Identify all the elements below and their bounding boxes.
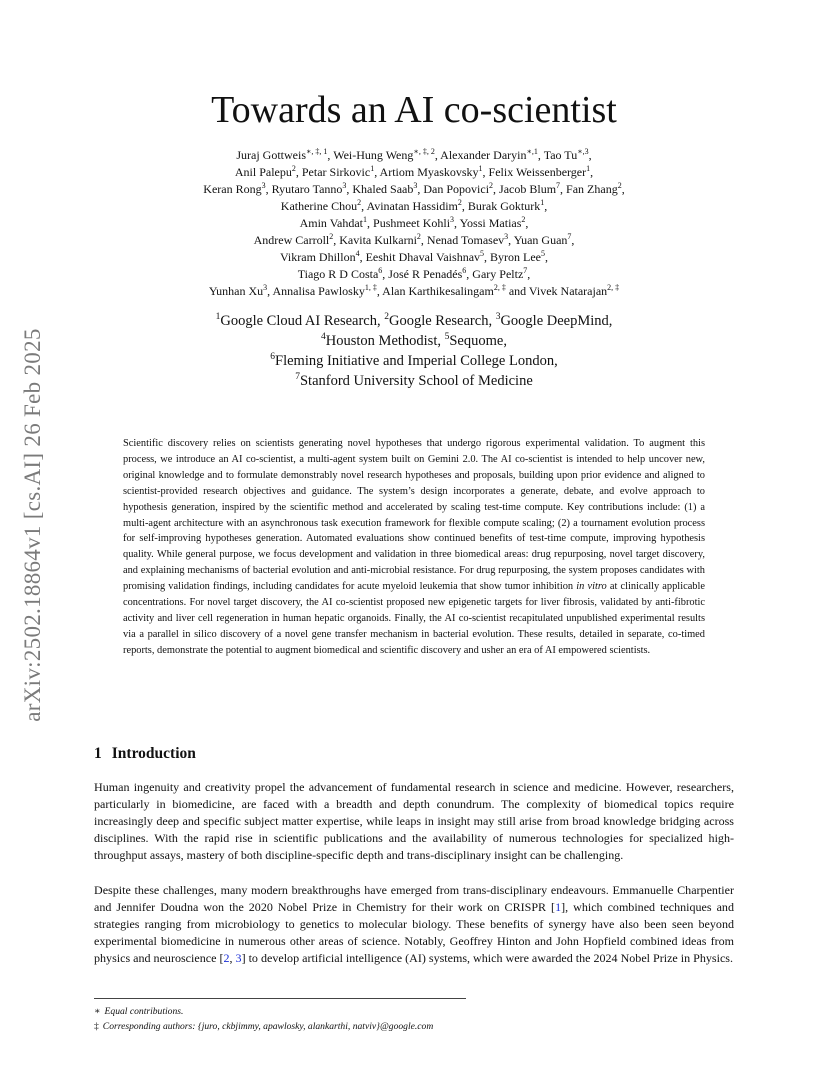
author-name: Fan Zhang (566, 182, 618, 196)
author-name: Vivek Natarajan (528, 284, 608, 298)
author-name: Dan Popovici (423, 182, 490, 196)
author-name: Khaled Saab (352, 182, 414, 196)
author-line (100, 232, 728, 249)
author-name: Anil Palepu (234, 165, 292, 179)
citation-link-3[interactable]: 3 (235, 950, 242, 965)
affiliation-name: Sequome, (449, 333, 507, 349)
footnote-text: Corresponding authors: {juro, ckbjimmy, apawlosky, alankarthi, natviv}@google.com (102, 1021, 434, 1032)
citation-separator: , (229, 950, 236, 965)
affiliation-line (100, 351, 728, 371)
affiliation-name: Stanford University School of Medicine (299, 373, 533, 389)
citation-link-2[interactable]: 2 (223, 950, 230, 965)
author-line (100, 266, 728, 283)
author-affiliation-marker: 1 (363, 215, 368, 224)
author-affiliation-marker: 2 (489, 181, 494, 190)
affiliation-name: Google Cloud AI Research, (220, 313, 385, 329)
affiliation-line (100, 371, 728, 391)
author-separator: , (374, 165, 380, 179)
footnote-mark: ∗ (94, 1006, 101, 1017)
author-affiliation-marker: 3 (342, 181, 347, 190)
author-name: Katherine Chou (280, 199, 358, 213)
author-separator: , (466, 267, 473, 281)
author-separator: , (588, 148, 592, 162)
author-separator: , (560, 182, 567, 196)
affiliation-number: 1 (215, 312, 221, 323)
affiliation-number: 4 (321, 332, 326, 343)
author-name: Felix Weissenberger (488, 165, 587, 179)
author-name: Annalisa Pawlosky (272, 284, 365, 298)
affiliation-line (100, 331, 728, 351)
author-separator: , (367, 216, 374, 230)
author-name: Amin Vahdat (299, 216, 364, 230)
author-name: Eeshit Dhaval Vaishnav (365, 250, 481, 264)
author-affiliation-marker: 3 (450, 215, 455, 224)
author-affiliation-marker: 7 (523, 266, 528, 275)
author-name: Juraj Gottweis (236, 148, 306, 162)
author-separator: , (376, 284, 383, 298)
author-affiliation-marker: ∗,1 (526, 147, 538, 156)
paragraph-text: ] to develop artificial intelligence (AI) systems, which were awarded the 2024 Nobel Prize in Physics. (241, 950, 733, 965)
abstract-italic-phrase: in vitro (576, 581, 607, 593)
author-separator: and (505, 284, 529, 298)
affiliation-number: 2 (384, 312, 389, 323)
author-affiliation-marker: 7 (556, 181, 561, 190)
author-affiliation-marker: 2 (416, 232, 421, 241)
affiliation-number: 3 (495, 312, 501, 323)
author-name: Avinatan Hassidim (366, 199, 458, 213)
author-affiliation-marker: 2 (329, 232, 334, 241)
author-name: Tiago R D Costa (297, 267, 379, 281)
author-separator: , (265, 182, 272, 196)
author-separator: , (346, 182, 353, 196)
author-name: Tao Tu (543, 148, 578, 162)
section-title: Introduction (111, 745, 196, 762)
author-name: Wei-Hung Weng (333, 148, 414, 162)
affiliation-name: Houston Methodist, (325, 333, 445, 349)
author-separator: , (461, 199, 468, 213)
author-separator: , (359, 250, 366, 264)
author-separator: , (333, 233, 340, 247)
author-separator: , (525, 216, 529, 230)
author-name: Gary Peltz (472, 267, 524, 281)
author-separator: , (621, 182, 625, 196)
affiliation-number: 5 (444, 332, 450, 343)
author-list (100, 147, 728, 300)
author-name: Alan Karthikesalingam (382, 284, 494, 298)
author-affiliation-marker: 1 (540, 198, 545, 207)
section-heading-introduction (94, 744, 196, 764)
author-affiliation-marker: 4 (355, 249, 360, 258)
citation-link-1[interactable]: 1 (555, 899, 562, 914)
author-affiliation-marker: 1, ‡ (364, 283, 377, 292)
author-name: Kavita Kulkarni (339, 233, 417, 247)
author-affiliation-marker: 2, ‡ (493, 283, 506, 292)
affiliation-name: Google Research, (389, 313, 496, 329)
author-separator: , (493, 182, 500, 196)
affiliation-number: 6 (270, 352, 276, 363)
arxiv-identifier-stamp: arXiv:2502.18864v1 [cs.AI] 26 Feb 2025 (20, 328, 45, 722)
author-line (100, 147, 728, 164)
abstract-text-continued: at clinically applicable concentrations. For novel target discovery, the AI co-scientist proposed new epigenetic targets for liver fibrosis, validated by anti-fibrotic activity and liver cell regeneration in human hepatic organoids. Finally, the AI co-scientist recapitulated unpublished experimental results via a parallel in silico discovery of a novel gene transfer mechanism in bacterial evolution. These results, detailed in separate, co-timed reports, demonstrate the potential to augment biomedical and scientific discovery and usher an era of AI empowered scientists. (123, 581, 706, 656)
author-name: Byron Lee (490, 250, 541, 264)
abstract (123, 436, 705, 659)
author-name: Alexander Daryin (440, 148, 527, 162)
author-line (100, 249, 728, 266)
author-name: Artiom Myaskovsky (379, 165, 479, 179)
section-number: 1 (94, 745, 102, 762)
author-name: Burak Gokturk (467, 199, 541, 213)
author-affiliation-marker: 5 (541, 249, 545, 258)
author-name: Yossi Matias (459, 216, 522, 230)
author-separator: , (537, 148, 544, 162)
author-name: Pushmeet Kohli (373, 216, 451, 230)
paragraph-text: Despite these challenges, many modern breakthroughs have emerged from trans-disciplinary endeavours. Emmanuelle Charpentier and Jennifer Doudna won the 2020 Nobel Prize in Chemistry for their work on CRISPR [ (94, 883, 734, 914)
paper-title: Towards an AI co-scientist (211, 89, 617, 131)
author-affiliation-marker: 2 (291, 164, 296, 173)
author-separator: , (382, 267, 389, 281)
author-affiliation-marker: 3 (263, 283, 268, 292)
author-name: Andrew Carroll (253, 233, 330, 247)
author-separator: , (454, 216, 460, 230)
author-separator: , (327, 148, 334, 162)
author-name: Vikram Dhillon (279, 250, 356, 264)
author-affiliation-marker: 6 (378, 266, 383, 275)
author-line (100, 164, 728, 181)
author-affiliation-marker: ∗, ‡, 2 (413, 147, 435, 156)
author-name: José R Penadés (388, 267, 463, 281)
author-affiliation-marker: 3 (261, 181, 266, 190)
author-separator: , (417, 182, 424, 196)
author-name: Ryutaro Tanno (271, 182, 343, 196)
author-separator: , (434, 148, 441, 162)
author-separator: , (545, 250, 548, 264)
author-affiliation-marker: 5 (480, 249, 485, 258)
author-line (100, 283, 728, 300)
author-separator: , (527, 267, 531, 281)
paragraph-text: ], which combined techniques and strategies ranging from microbiology to genetics to molecular biology. These benefits of synergy have also been seen beyond experimental biomedicine in numerous other areas of science. Notably, Geoffrey Hinton and John Hopfield combined ideas from physics and neuroscience [ (94, 899, 734, 965)
author-name: Petar Sirkovic (301, 165, 371, 179)
author-name: Yuan Guan (513, 233, 568, 247)
footnote-divider (94, 998, 466, 999)
author-separator: , (420, 233, 427, 247)
affiliation-name: Fleming Initiative and Imperial College London, (275, 353, 558, 369)
footnote-text: Equal contributions. (104, 1006, 184, 1017)
author-affiliation-marker: 2 (457, 198, 462, 207)
affiliation-number: 7 (295, 372, 300, 383)
author-affiliation-marker: 7 (567, 232, 572, 241)
affiliation-name: Google DeepMind, (500, 313, 613, 329)
author-affiliation-marker: 2 (617, 181, 622, 190)
author-separator: , (508, 233, 514, 247)
author-affiliation-marker: ∗, ‡, 1 (305, 147, 328, 156)
author-affiliation-marker: 3 (413, 181, 418, 190)
abstract-text: Scientific discovery relies on scientists generating novel hypotheses that undergo rigorous experimental validation. To augment this process, we introduce an AI co-scientist, a multi-agent system built on Gemini 2.0. The AI co-scientist is intended to help uncover new, original knowledge and to formulate demonstrably novel research hypotheses and proposals, building upon prior evidence and aligned to scientist-provided research objectives and guidance. The system’s design incorporates a generate, debate, and evolve approach to hypothesis generation, inspired by the scientific method and accelerated by scaling test-time compute. Key contributions include: (1) a multi-agent architecture with an asynchronous task execution framework for flexible compute scaling; (2) a tournament evolution process for self-improving hypotheses generation. Automated evaluations show continued benefits of test-time compute, improving hypothesis quality. While general purpose, we focus development and validation in three biomedical areas: drug repurposing, novel target discovery, and explaining mechanisms of bacterial evolution and anti-microbial resistance. For drug repurposing, the system proposes candidates with promising validation findings, including candidates for acute myeloid leukemia that show tumor inhibition (123, 438, 705, 593)
author-affiliation-marker: ∗,3 (577, 147, 589, 156)
intro-paragraph-2 (94, 882, 734, 967)
author-name: Keran Rong (203, 182, 262, 196)
footnote-equal-contribution (94, 1004, 734, 1019)
author-name: Nenad Tomasev (426, 233, 505, 247)
author-affiliation-marker: 1 (370, 164, 375, 173)
author-separator: , (571, 233, 575, 247)
author-name: Jacob Blum (499, 182, 557, 196)
author-affiliation-marker: 2, ‡ (607, 283, 620, 292)
author-line (100, 181, 728, 198)
author-affiliation-marker: 1 (586, 164, 591, 173)
author-affiliation-marker: 2 (521, 215, 526, 224)
affiliation-list (100, 311, 728, 391)
author-line (100, 215, 728, 232)
author-separator: , (590, 165, 594, 179)
author-affiliation-marker: 6 (462, 266, 467, 275)
author-separator: , (361, 199, 367, 213)
author-separator: , (267, 284, 273, 298)
affiliation-line (100, 311, 728, 331)
author-separator: , (295, 165, 302, 179)
author-affiliation-marker: 2 (357, 198, 362, 207)
author-separator: , (484, 250, 491, 264)
author-affiliation-marker: 3 (504, 232, 509, 241)
author-line (100, 198, 728, 215)
footnote-corresponding-authors (94, 1019, 734, 1034)
author-affiliation-marker: 1 (478, 164, 483, 173)
intro-paragraph-1: Human ingenuity and creativity propel the advancement of fundamental research in science and medicine. However, researchers, particularly in biomedicine, are faced with a breadth and depth conundrum. The complexity of biomedical topics require increasingly deep and specific subject matter expertise, while leaps in insight may still arise from broad knowledge bridging across disciplines. With the rapid rise in scientific publications and the availability of numerous technologies for specialized high-throughput assays, mastery of both discipline-specific depth and trans-disciplinary insight can be challenging. (94, 780, 734, 862)
footnotes (94, 1004, 734, 1034)
footnote-mark: ‡ (94, 1021, 99, 1032)
author-separator: , (544, 199, 548, 213)
author-name: Yunhan Xu (208, 284, 264, 298)
author-separator: , (482, 165, 489, 179)
